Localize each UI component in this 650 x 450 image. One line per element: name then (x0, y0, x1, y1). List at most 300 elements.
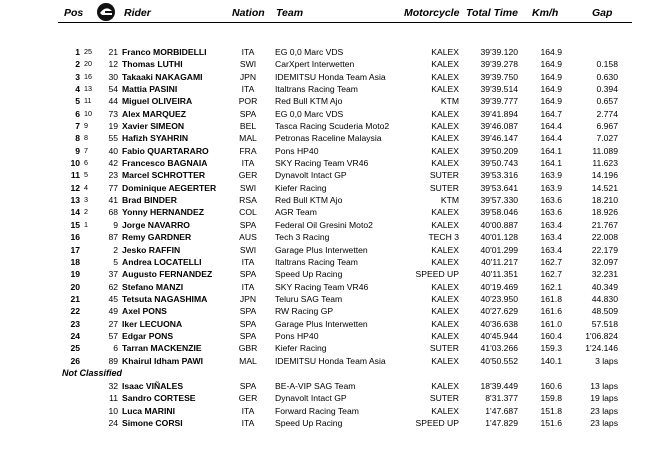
motorcycle-cell: KTM (440, 96, 459, 107)
table-row (0, 219, 650, 231)
grid-cell: 7 (84, 145, 88, 155)
gap-cell: 14.196 (591, 170, 618, 181)
rider-name-cell: Francesco BAGNAIA (122, 158, 208, 169)
total-time-cell: 40'11.217 (481, 256, 518, 267)
position-cell: 22 (70, 306, 80, 317)
rider-number-cell: 19 (108, 121, 118, 132)
rider-name-cell: Hafizh SYAHRIN (122, 133, 189, 144)
gap-cell: 3 laps (595, 355, 618, 366)
position-cell: 10 (70, 158, 80, 169)
nation-cell: MAL (239, 133, 257, 144)
total-time-cell: 41'03.266 (480, 343, 518, 354)
rider-number-cell: 23 (108, 170, 118, 181)
rider-number-cell: 12 (108, 59, 118, 70)
motorcycle-cell: KALEX (431, 380, 459, 391)
gap-cell: 7.027 (596, 133, 618, 144)
team-cell: BE-A-VIP SAG Team (275, 380, 356, 391)
position-cell: 6 (75, 108, 80, 119)
gap-cell: 22.008 (591, 232, 618, 243)
total-time-cell: 40'27.629 (480, 306, 518, 317)
rider-number-cell: 44 (108, 96, 118, 107)
team-cell: AGR Team (275, 207, 317, 218)
nation-cell: RSA (239, 195, 257, 206)
rider-number-cell: 9 (113, 219, 118, 230)
motorcycle-cell: KALEX (431, 207, 459, 218)
table-row (0, 268, 650, 280)
team-cell: CarXpert Interwetten (275, 59, 355, 70)
motorcycle-cell: KALEX (431, 405, 459, 416)
rider-name-cell: Augusto FERNANDEZ (122, 269, 213, 280)
rider-number-cell: 21 (108, 47, 118, 57)
rider-name-cell: Simone CORSI (122, 417, 183, 428)
gap-cell: 32.097 (591, 256, 618, 267)
rider-number-cell: 41 (108, 195, 118, 206)
rider-name-cell: Remy GARDNER (122, 232, 192, 243)
motorcycle-cell: SPEED UP (415, 269, 459, 280)
table-row (0, 417, 650, 429)
rider-name-cell: Mattia PASINI (122, 84, 178, 95)
total-time-cell: 1'47.829 (485, 417, 518, 428)
grid-cell: 8 (84, 133, 88, 143)
total-time-cell: 39'53.316 (480, 170, 518, 181)
header-rider: Rider (124, 7, 151, 19)
speed-cell: 163.6 (540, 207, 562, 218)
motorcycle-cell: KALEX (431, 281, 459, 292)
header-team: Team (276, 7, 304, 19)
gap-cell: 23 laps (590, 417, 618, 428)
position-cell: 26 (70, 355, 80, 366)
gap-cell: 0.158 (596, 59, 618, 70)
table-row (0, 256, 650, 268)
table-row (0, 58, 650, 70)
rider-name-cell: Alex MARQUEZ (122, 108, 186, 119)
team-cell: Tech 3 Racing (275, 232, 330, 243)
speed-cell: 163.6 (540, 195, 562, 206)
table-row (0, 318, 650, 330)
speed-cell: 163.9 (540, 170, 562, 181)
rider-name-cell: Marcel SCHROTTER (122, 170, 206, 181)
speed-cell: 164.4 (540, 121, 562, 132)
results-header (0, 0, 650, 28)
gap-cell: 0.657 (596, 96, 618, 107)
table-row (0, 194, 650, 206)
nation-cell: SPA (239, 108, 257, 119)
nation-cell: ITA (241, 47, 255, 57)
speed-cell: 163.4 (540, 244, 562, 255)
team-cell: Teluru SAG Team (275, 293, 343, 304)
nation-cell: POR (238, 96, 258, 107)
team-cell: Speed Up Racing (275, 269, 343, 280)
table-row (0, 342, 650, 354)
rider-name-cell: Yonny HERNANDEZ (122, 207, 204, 218)
rider-number-cell: 77 (108, 182, 118, 193)
team-cell: Federal Oil Gresini Moto2 (275, 219, 373, 230)
team-cell: Pons HP40 (275, 330, 319, 341)
rider-name-cell: Tarran MACKENZIE (122, 343, 202, 354)
total-time-cell: 40'23.950 (480, 293, 518, 304)
gap-cell: 11.623 (592, 158, 618, 169)
nation-cell: ITA (241, 158, 255, 169)
rider-name-cell: Stefano MANZI (122, 281, 184, 292)
table-row (0, 71, 650, 83)
grid-cell: 5 (84, 170, 88, 180)
nation-cell: ITA (241, 405, 255, 416)
team-cell: SKY Racing Team VR46 (275, 281, 369, 292)
nation-cell: SPA (239, 269, 257, 280)
rider-number-cell: 30 (108, 71, 118, 82)
rider-number-cell: 27 (108, 318, 118, 329)
rider-name-cell: Miguel OLIVEIRA (122, 96, 193, 107)
header-divider (58, 22, 632, 23)
nation-cell: SWI (239, 244, 257, 255)
nation-cell: SPA (239, 380, 257, 391)
rider-name-cell: Jesko RAFFIN (122, 244, 181, 255)
speed-cell: 159.3 (540, 343, 562, 354)
grid-cell: 3 (84, 195, 88, 205)
rider-name-cell: Tetsuta NAGASHIMA (122, 293, 208, 304)
nation-cell: SWI (239, 182, 257, 193)
speed-cell: 140.1 (540, 355, 562, 366)
gap-cell: 1'24.146 (585, 343, 618, 354)
team-cell: Red Bull KTM Ajo (275, 195, 343, 206)
position-cell: 3 (75, 71, 80, 82)
speed-cell: 163.4 (540, 232, 562, 243)
rider-name-cell: Sandro CORTESE (122, 393, 196, 404)
table-row (0, 305, 650, 317)
position-cell: 15 (70, 219, 80, 230)
header-total-time: Total Time (466, 7, 518, 19)
team-cell: Italtrans Racing Team (275, 256, 358, 267)
total-time-cell: 39'58.046 (480, 207, 518, 218)
total-time-cell: 39'39.120 (480, 47, 518, 57)
team-cell: Petronas Raceline Malaysia (275, 133, 382, 144)
nation-cell: BEL (239, 121, 257, 132)
rider-name-cell: Edgar PONS (122, 330, 174, 341)
total-time-cell: 40'19.469 (480, 281, 518, 292)
total-time-cell: 39'39.750 (480, 71, 518, 82)
motorcycle-cell: TECH 3 (428, 232, 459, 243)
team-cell: Dynavolt Intact GP (275, 170, 347, 181)
gap-cell: 48.509 (591, 306, 618, 317)
gap-cell: 23 laps (590, 405, 618, 416)
table-row (0, 281, 650, 293)
rider-name-cell: Takaaki NAKAGAMI (122, 71, 203, 82)
table-row (0, 46, 650, 58)
total-time-cell: 18'39.449 (480, 380, 518, 391)
motorcycle-cell: SUTER (429, 393, 459, 404)
position-cell: 17 (70, 244, 80, 255)
gap-cell: 22.179 (591, 244, 618, 255)
total-time-cell: 39'53.641 (480, 182, 518, 193)
position-cell: 1 (75, 47, 80, 57)
gap-cell: 32.231 (591, 269, 618, 280)
position-cell: 19 (70, 269, 80, 280)
rider-number-cell: 62 (108, 281, 118, 292)
rider-number-cell: 89 (108, 355, 118, 366)
position-cell: 23 (70, 318, 80, 329)
table-row (0, 145, 650, 157)
speed-cell: 164.1 (540, 158, 562, 169)
team-cell: Tasca Racing Scuderia Moto2 (275, 121, 390, 132)
nation-cell: ITA (241, 256, 255, 267)
rider-number-cell: 24 (108, 417, 118, 428)
speed-cell: 161.0 (540, 318, 562, 329)
position-cell: 24 (70, 330, 80, 341)
position-cell: 4 (75, 84, 80, 95)
motorcycle-cell: KTM (440, 195, 459, 206)
total-time-cell: 40'01.299 (480, 244, 518, 255)
rider-number-cell: 10 (108, 405, 118, 416)
motorcycle-cell: KALEX (431, 293, 459, 304)
motorcycle-cell: SUTER (429, 182, 459, 193)
rider-number-cell: 40 (108, 145, 118, 156)
nation-cell: MAL (239, 355, 257, 366)
position-cell: 13 (70, 195, 80, 206)
rider-name-cell: Xavier SIMEON (122, 121, 185, 132)
total-time-cell: 39'39.514 (480, 84, 518, 95)
rider-number-cell: 68 (108, 207, 118, 218)
rider-name-cell: Jorge NAVARRO (122, 219, 190, 230)
nation-cell: ITA (241, 84, 255, 95)
team-cell: Garage Plus Interwetten (275, 318, 368, 329)
total-time-cell: 39'50.209 (480, 145, 518, 156)
rider-name-cell: Iker LECUONA (122, 318, 183, 329)
speed-cell: 164.9 (540, 59, 562, 70)
speed-cell: 162.7 (540, 256, 562, 267)
grid-cell: 25 (84, 47, 92, 56)
motorcycle-cell: KALEX (431, 318, 459, 329)
team-cell: RW Racing GP (275, 306, 334, 317)
team-cell: SKY Racing Team VR46 (275, 158, 369, 169)
rider-number-cell: 73 (108, 108, 118, 119)
total-time-cell: 39'39.278 (480, 59, 518, 70)
speed-cell: 164.9 (540, 96, 562, 107)
total-time-cell: 39'57.330 (480, 195, 518, 206)
gap-cell: 19 laps (590, 393, 618, 404)
motorcycle-cell: KALEX (431, 145, 459, 156)
table-row (0, 169, 650, 181)
nation-cell: JPN (239, 71, 257, 82)
team-cell: Dynavolt Intact GP (275, 393, 347, 404)
nation-cell: ITA (241, 417, 255, 428)
header-kmh: Km/h (532, 7, 559, 19)
gap-cell: 57.518 (591, 318, 618, 329)
position-cell: 9 (75, 145, 80, 156)
grid-cell: 13 (84, 84, 92, 94)
table-row (0, 157, 650, 169)
motorcycle-cell: KALEX (431, 84, 459, 95)
team-cell: IDEMITSU Honda Team Asia (275, 355, 386, 366)
table-row (0, 405, 650, 417)
total-time-cell: 40'01.128 (480, 232, 518, 243)
motorcycle-cell: KALEX (431, 59, 459, 70)
team-cell: EG 0,0 Marc VDS (275, 47, 344, 57)
nation-cell: SWI (239, 59, 257, 70)
nation-cell: SPA (239, 219, 257, 230)
motorcycle-cell: KALEX (431, 133, 459, 144)
gap-cell: 21.767 (591, 219, 618, 230)
not-classified-label: Not Classified (62, 367, 123, 378)
grid-cell: 10 (84, 108, 92, 118)
gap-cell: 0.394 (596, 84, 618, 95)
helmet-logo-icon (96, 2, 116, 22)
nation-cell: FRA (239, 145, 257, 156)
gap-cell: 13 laps (590, 380, 618, 391)
position-cell: 20 (70, 281, 80, 292)
total-time-cell: 39'46.147 (480, 133, 518, 144)
motorcycle-cell: KALEX (431, 219, 459, 230)
rider-name-cell: Khairul Idham PAWI (122, 355, 204, 366)
nation-cell: SPA (239, 306, 257, 317)
position-cell: 2 (75, 59, 80, 70)
grid-cell: 20 (84, 59, 92, 69)
speed-cell: 161.8 (540, 293, 562, 304)
rider-name-cell: Fabio QUARTARARO (122, 145, 209, 156)
grid-cell: 11 (84, 96, 92, 106)
results-table (0, 46, 650, 429)
speed-cell: 162.1 (540, 281, 562, 292)
gap-cell: 6.967 (596, 121, 618, 132)
header-nation: Nation (232, 7, 265, 19)
nation-cell: GER (238, 393, 258, 404)
rider-number-cell: 11 (109, 393, 118, 404)
speed-cell: 164.4 (540, 133, 562, 144)
rider-name-cell: Axel PONS (122, 306, 167, 317)
team-cell: Speed Up Racing (275, 417, 343, 428)
table-row (0, 293, 650, 305)
grid-cell: 6 (84, 158, 88, 168)
gap-cell: 18.926 (591, 207, 618, 218)
team-cell: Kiefer Racing (275, 343, 327, 354)
rider-number-cell: 32 (108, 380, 118, 391)
rider-number-cell: 42 (108, 158, 118, 169)
nation-cell: GER (238, 170, 258, 181)
table-row (0, 355, 650, 367)
total-time-cell: 40'50.552 (480, 355, 518, 366)
table-row (0, 206, 650, 218)
gap-cell: 11.089 (592, 145, 618, 156)
speed-cell: 163.4 (540, 219, 562, 230)
rider-number-cell: 2 (113, 244, 118, 255)
speed-cell: 162.7 (540, 269, 562, 280)
position-cell: 8 (75, 133, 80, 144)
grid-cell: 9 (84, 121, 88, 131)
gap-cell: 2.774 (596, 108, 618, 119)
table-row (0, 182, 650, 194)
speed-cell: 164.9 (540, 71, 562, 82)
motorcycle-cell: SPEED UP (415, 417, 459, 428)
total-time-cell: 40'00.887 (480, 219, 518, 230)
motorcycle-cell: KALEX (431, 330, 459, 341)
motorcycle-cell: KALEX (431, 108, 459, 119)
position-cell: 21 (70, 293, 80, 304)
motorcycle-cell: KALEX (431, 158, 459, 169)
speed-cell: 164.9 (540, 84, 562, 95)
position-cell: 5 (75, 96, 80, 107)
total-time-cell: 39'41.894 (480, 108, 518, 119)
table-row (0, 392, 650, 404)
position-cell: 12 (70, 182, 80, 193)
table-row (0, 95, 650, 107)
position-cell: 14 (70, 207, 80, 218)
rider-name-cell: Andrea LOCATELLI (122, 256, 202, 267)
gap-cell: 0.630 (596, 71, 618, 82)
rider-number-cell: 57 (108, 330, 118, 341)
total-time-cell: 40'36.638 (480, 318, 518, 329)
position-cell: 16 (70, 232, 80, 243)
motorcycle-cell: KALEX (431, 71, 459, 82)
rider-name-cell: Luca MARINI (122, 405, 175, 416)
team-cell: Italtrans Racing Team (275, 84, 358, 95)
speed-cell: 164.1 (540, 145, 562, 156)
speed-cell: 164.7 (540, 108, 562, 119)
speed-cell: 163.9 (540, 182, 562, 193)
table-row (0, 231, 650, 243)
rider-name-cell: Franco MORBIDELLI (122, 47, 207, 57)
grid-cell: 4 (84, 182, 88, 192)
nation-cell: COL (239, 207, 257, 218)
total-time-cell: 39'46.087 (480, 121, 518, 132)
total-time-cell: 40'11.351 (481, 269, 518, 280)
gap-cell: 14.521 (591, 182, 618, 193)
team-cell: IDEMITSU Honda Team Asia (275, 71, 386, 82)
total-time-cell: 39'39.777 (480, 96, 518, 107)
team-cell: Kiefer Racing (275, 182, 327, 193)
speed-cell: 164.9 (540, 47, 562, 57)
motorcycle-cell: KALEX (431, 47, 459, 57)
nation-cell: SPA (239, 318, 257, 329)
grid-cell: 2 (84, 207, 88, 217)
nation-cell: ITA (241, 281, 255, 292)
nation-cell: JPN (239, 293, 257, 304)
position-cell: 7 (75, 121, 80, 132)
motorcycle-cell: SUTER (429, 170, 459, 181)
position-cell: 18 (70, 256, 80, 267)
rider-number-cell: 6 (113, 343, 118, 354)
header-motorcycle: Motorcycle (404, 7, 460, 19)
rider-number-cell: 37 (108, 269, 118, 280)
rider-name-cell: Thomas LUTHI (122, 59, 183, 70)
team-cell: Garage Plus Interwetten (275, 244, 368, 255)
motorcycle-cell: KALEX (431, 244, 459, 255)
table-row (0, 108, 650, 120)
header-gap: Gap (592, 7, 613, 19)
rider-number-cell: 5 (113, 256, 118, 267)
rider-name-cell: Brad BINDER (122, 195, 177, 206)
table-row (0, 330, 650, 342)
motorcycle-cell: KALEX (431, 256, 459, 267)
rider-number-cell: 87 (108, 232, 118, 243)
rider-name-cell: Isaac VIÑALES (122, 380, 184, 391)
team-cell: Pons HP40 (275, 145, 319, 156)
position-cell: 11 (70, 170, 80, 181)
header-pos: Pos (64, 7, 84, 19)
total-time-cell: 39'50.743 (480, 158, 518, 169)
speed-cell: 151.6 (540, 417, 562, 428)
gap-cell: 44.830 (591, 293, 618, 304)
position-cell: 25 (70, 343, 80, 354)
team-cell: EG 0,0 Marc VDS (275, 108, 344, 119)
rider-name-cell: Dominique AEGERTER (122, 182, 217, 193)
rider-number-cell: 55 (108, 133, 118, 144)
table-row (0, 120, 650, 132)
table-row (0, 132, 650, 144)
nation-cell: GBR (238, 343, 258, 354)
motorcycle-cell: KALEX (431, 306, 459, 317)
nation-cell: AUS (239, 232, 257, 243)
rider-number-cell: 45 (108, 293, 118, 304)
grid-cell: 16 (84, 71, 92, 81)
